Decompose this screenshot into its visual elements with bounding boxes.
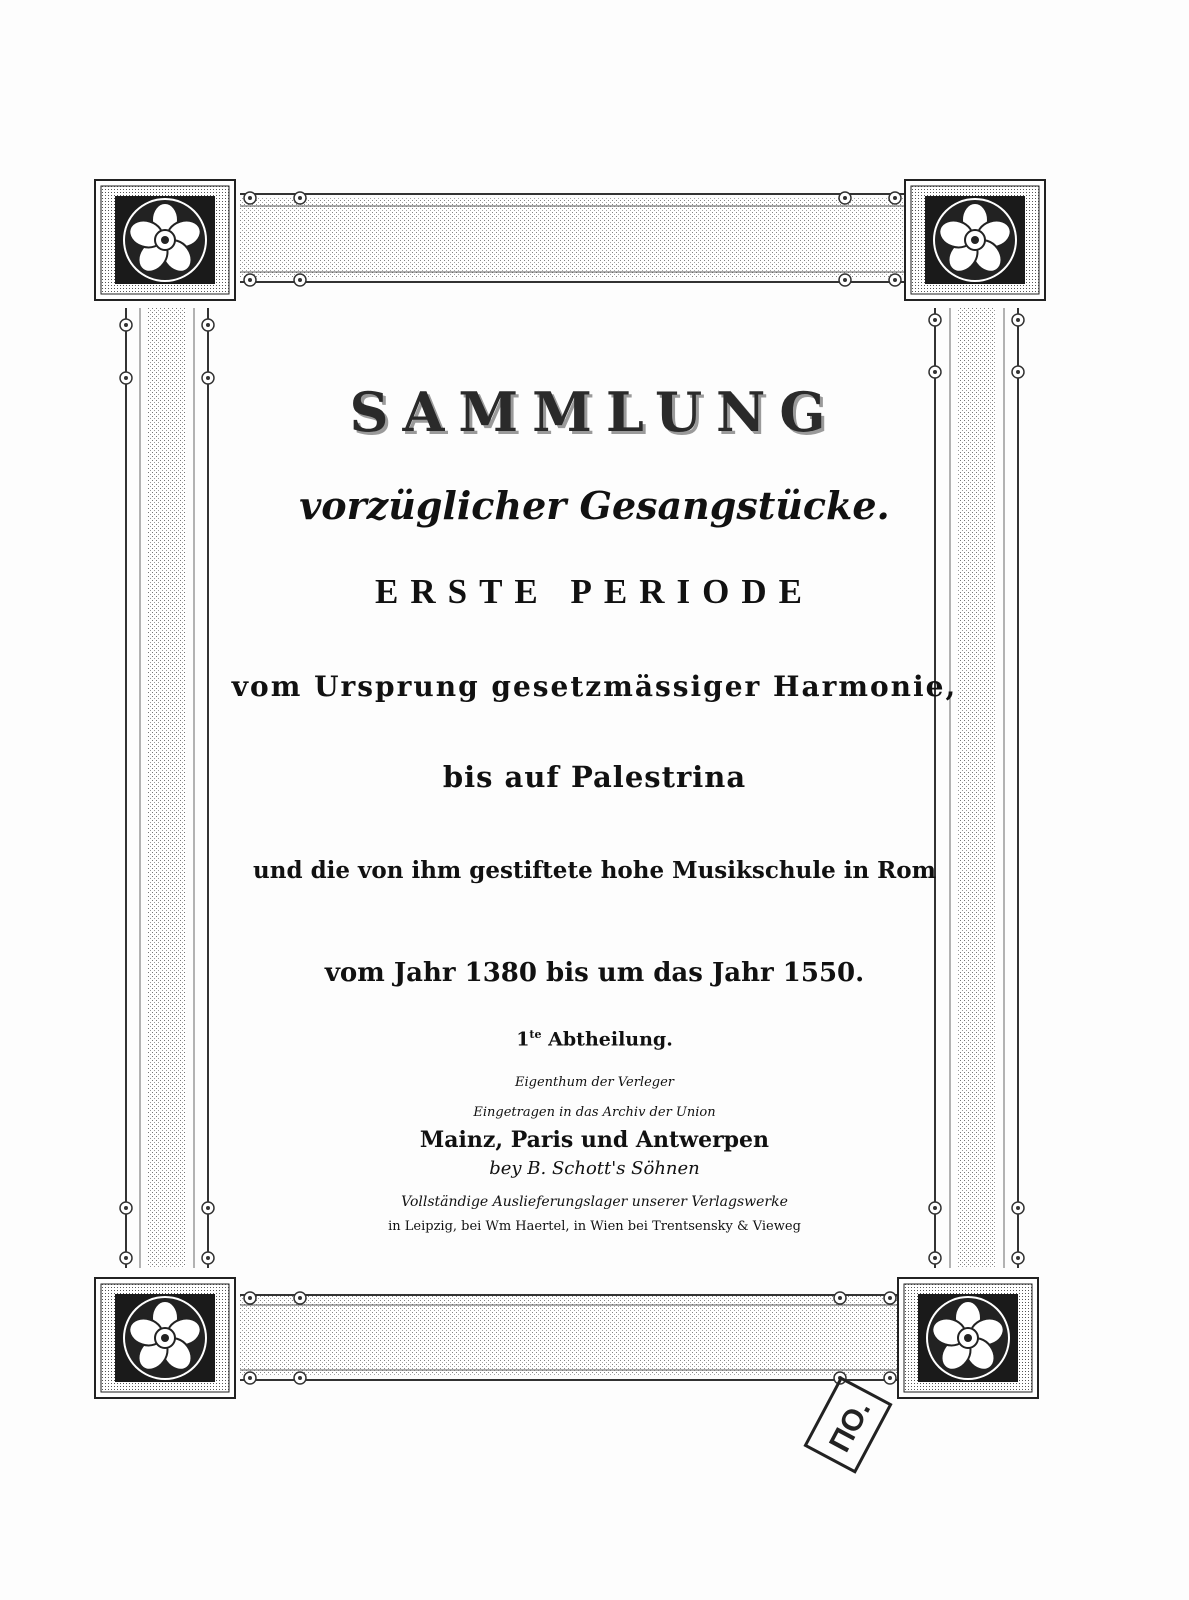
part-line	[0, 1028, 1189, 1050]
until-line: bis auf Palestrina	[442, 760, 747, 794]
part-superscript: te	[529, 1028, 542, 1041]
page-title: SAMMLUNG	[349, 380, 840, 444]
part-label: Abtheilung.	[548, 1028, 673, 1051]
subtitle: vorzüglicher Gesangstücke.	[299, 483, 890, 528]
publisher-name: bey B. Schott's Söhnen	[489, 1158, 700, 1179]
origin-line: vom Ursprung gesetzmässiger Harmonie,	[231, 670, 958, 703]
part-number: 1	[516, 1028, 530, 1051]
registered-note: Eingetragen in das Archiv der Union	[473, 1105, 716, 1120]
owner-note: Eigenthum der Verleger	[514, 1075, 674, 1090]
school-line: und die von ihm gestiftete hohe Musikschule in Rom	[253, 857, 936, 884]
agents-line: in Leipzig, bei Wm Haertel, in Wien bei Trentsensky & Vieweg	[388, 1219, 801, 1234]
library-stamp-text: ПО.	[823, 1394, 878, 1458]
years-line: vom Jahr 1380 bis um das Jahr 1550.	[324, 958, 865, 988]
depot-note: Vollständige Auslieferungslager unserer Verlagswerke	[401, 1194, 788, 1210]
publisher-cities: Mainz, Paris und Antwerpen	[419, 1127, 770, 1153]
period-heading: ERSTE PERIODE	[375, 572, 814, 611]
